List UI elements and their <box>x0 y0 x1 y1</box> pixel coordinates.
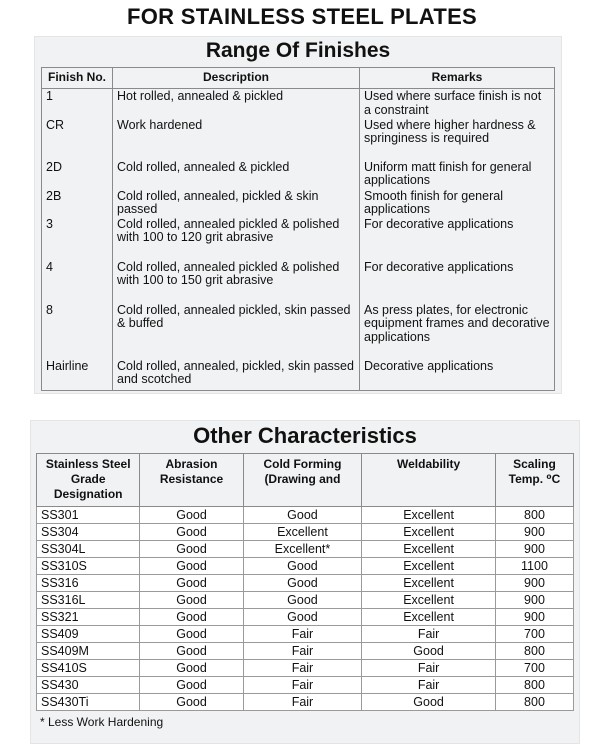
finish-remarks: Uniform matt finish for general applications <box>360 160 555 189</box>
scaling-temp-cell: 800 <box>495 694 573 711</box>
finish-no: 3 <box>42 217 113 260</box>
column-header-grade: Stainless Steel Grade Designation <box>37 454 140 507</box>
table-row <box>37 558 574 575</box>
characteristics-table <box>36 453 574 711</box>
finish-description: Cold rolled, annealed pickled & polished with 100 to 150 grit abrasive <box>113 260 360 303</box>
weldability-cell: Excellent <box>362 507 496 524</box>
cold-forming-cell: Fair <box>243 626 362 643</box>
finish-remarks: Used where higher hardness & springiness is required <box>360 118 555 160</box>
finish-description: Hot rolled, annealed & pickled <box>113 89 360 118</box>
cold-forming-cell: Excellent* <box>243 541 362 558</box>
weldability-cell: Fair <box>362 677 496 694</box>
scaling-temp-cell: 800 <box>495 643 573 660</box>
grade-cell: SS316L <box>37 592 140 609</box>
abrasion-cell: Good <box>140 626 243 643</box>
abrasion-cell: Good <box>140 524 243 541</box>
grade-cell: SS430Ti <box>37 694 140 711</box>
grade-cell: SS430 <box>37 677 140 694</box>
column-header-abrasion: Abrasion Resistance <box>140 454 243 507</box>
grade-cell: SS409 <box>37 626 140 643</box>
finish-no: Hairline <box>42 359 113 391</box>
scaling-temp-cell: 900 <box>495 592 573 609</box>
grade-cell: SS301 <box>37 507 140 524</box>
column-header-cold-forming: Cold Forming (Drawing and <box>243 454 362 507</box>
weldability-cell: Excellent <box>362 558 496 575</box>
finish-no: 4 <box>42 260 113 303</box>
table-row <box>42 303 555 359</box>
table-row <box>37 541 574 558</box>
table-row <box>42 189 555 217</box>
table-row <box>37 609 574 626</box>
table-row <box>37 677 574 694</box>
finish-remarks: As press plates, for electronic equipment frames and decorative applications <box>360 303 555 359</box>
finishes-panel <box>34 36 562 394</box>
weldability-cell: Good <box>362 643 496 660</box>
finish-no: 8 <box>42 303 113 359</box>
finish-no: 1 <box>42 89 113 118</box>
column-header-finish-no: Finish No. <box>42 68 113 89</box>
abrasion-cell: Good <box>140 660 243 677</box>
table-row <box>37 507 574 524</box>
scaling-temp-cell: 900 <box>495 575 573 592</box>
weldability-cell: Excellent <box>362 609 496 626</box>
grade-cell: SS316 <box>37 575 140 592</box>
table-row <box>42 260 555 303</box>
grade-cell: SS310S <box>37 558 140 575</box>
weldability-cell: Good <box>362 694 496 711</box>
weldability-cell: Excellent <box>362 524 496 541</box>
cold-forming-cell: Good <box>243 507 362 524</box>
finish-no: 2D <box>42 160 113 189</box>
table-row <box>37 660 574 677</box>
finish-remarks: Smooth finish for general applications <box>360 189 555 217</box>
finish-description: Cold rolled, annealed pickled & polished with 100 to 120 grit abrasive <box>113 217 360 260</box>
table-row <box>37 626 574 643</box>
weldability-cell: Excellent <box>362 541 496 558</box>
scaling-temp-cell: 900 <box>495 541 573 558</box>
column-header-remarks: Remarks <box>360 68 555 89</box>
weldability-cell: Fair <box>362 660 496 677</box>
grade-cell: SS410S <box>37 660 140 677</box>
abrasion-cell: Good <box>140 592 243 609</box>
finish-remarks: Decorative applications <box>360 359 555 391</box>
finish-description: Cold rolled, annealed & pickled <box>113 160 360 189</box>
abrasion-cell: Good <box>140 575 243 592</box>
finish-remarks: For decorative applications <box>360 217 555 260</box>
finishes-table <box>41 67 555 391</box>
characteristics-header-row <box>37 454 574 507</box>
abrasion-cell: Good <box>140 507 243 524</box>
scaling-temp-cell: 1100 <box>495 558 573 575</box>
cold-forming-cell: Fair <box>243 677 362 694</box>
finish-no: CR <box>42 118 113 160</box>
table-row <box>37 592 574 609</box>
characteristics-heading: Other Characteristics <box>193 423 417 448</box>
table-row <box>42 160 555 189</box>
table-row <box>42 118 555 160</box>
characteristics-panel <box>30 420 580 744</box>
scaling-temp-cell: 900 <box>495 524 573 541</box>
grade-cell: SS321 <box>37 609 140 626</box>
table-row <box>37 524 574 541</box>
scaling-temp-cell: 900 <box>495 609 573 626</box>
abrasion-cell: Good <box>140 541 243 558</box>
cold-forming-cell: Fair <box>243 643 362 660</box>
scaling-temp-cell: 700 <box>495 660 573 677</box>
abrasion-cell: Good <box>140 677 243 694</box>
grade-cell: SS409M <box>37 643 140 660</box>
abrasion-cell: Good <box>140 694 243 711</box>
cold-forming-cell: Good <box>243 592 362 609</box>
table-row <box>42 89 555 118</box>
abrasion-cell: Good <box>140 558 243 575</box>
cold-forming-cell: Good <box>243 609 362 626</box>
scaling-temp-cell: 800 <box>495 677 573 694</box>
footnote: * Less Work Hardening <box>40 715 164 729</box>
column-header-scaling-temp: Scaling Temp. ⁰C <box>495 454 573 507</box>
column-header-description: Description <box>113 68 360 89</box>
weldability-cell: Excellent <box>362 592 496 609</box>
finish-description: Cold rolled, annealed, pickled, skin passed and scotched <box>113 359 360 391</box>
abrasion-cell: Good <box>140 643 243 660</box>
column-header-weldability: Weldability <box>362 454 496 507</box>
weldability-cell: Excellent <box>362 575 496 592</box>
scaling-temp-cell: 800 <box>495 507 573 524</box>
grade-cell: SS304L <box>37 541 140 558</box>
finish-no: 2B <box>42 189 113 217</box>
table-row <box>37 694 574 711</box>
finish-description: Cold rolled, annealed, pickled & skin passed <box>113 189 360 217</box>
finish-remarks: Used where surface finish is not a constraint <box>360 89 555 118</box>
finish-description: Work hardened <box>113 118 360 160</box>
scaling-temp-cell: 700 <box>495 626 573 643</box>
finishes-heading: Range Of Finishes <box>205 39 391 62</box>
abrasion-cell: Good <box>140 609 243 626</box>
table-row <box>42 359 555 391</box>
table-row <box>37 575 574 592</box>
cold-forming-cell: Good <box>243 575 362 592</box>
table-row <box>37 643 574 660</box>
finish-remarks: For decorative applications <box>360 260 555 303</box>
table-row <box>42 217 555 260</box>
weldability-cell: Fair <box>362 626 496 643</box>
grade-cell: SS304 <box>37 524 140 541</box>
cold-forming-cell: Good <box>243 558 362 575</box>
cold-forming-cell: Fair <box>243 694 362 711</box>
finish-description: Cold rolled, annealed pickled, skin passed & buffed <box>113 303 360 359</box>
cold-forming-cell: Fair <box>243 660 362 677</box>
cold-forming-cell: Excellent <box>243 524 362 541</box>
finishes-header-row <box>42 68 555 89</box>
page-title: FOR STAINLESS STEEL PLATES <box>126 4 478 29</box>
